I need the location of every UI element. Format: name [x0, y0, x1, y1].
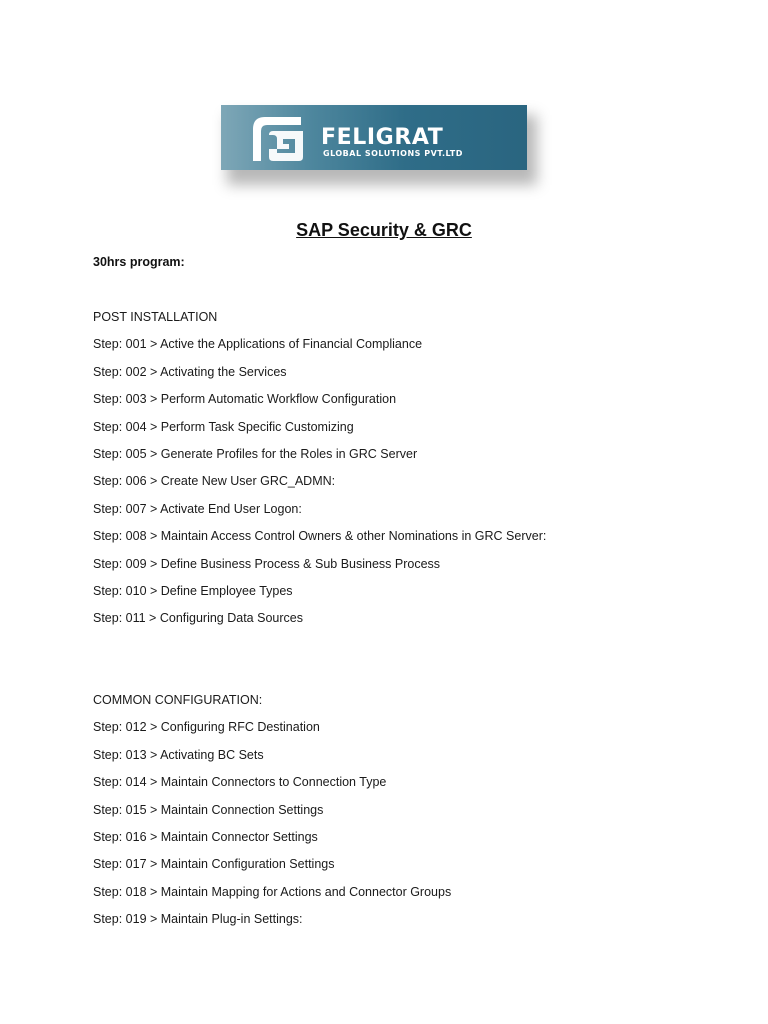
list-item: Step: 004 > Perform Task Specific Customizing [93, 419, 354, 434]
list-item: Step: 010 > Define Employee Types [93, 583, 293, 598]
list-item: Step: 006 > Create New User GRC_ADMN: [93, 474, 336, 489]
list-item: Step: 008 > Maintain Access Control Owners & other Nominations in GRC Server: [93, 529, 547, 544]
logo-company-name: FELIGRAT [321, 125, 444, 150]
list-item: Step: 012 > Configuring RFC Destination [93, 720, 320, 735]
logo-company-subtitle: GLOBAL SOLUTIONS PVT.LTD [323, 149, 463, 158]
list-item: Step: 014 > Maintain Connectors to Connection Type [93, 775, 387, 790]
document-title: SAP Security & GRC [296, 220, 472, 240]
list-item: Step: 005 > Generate Profiles for the Roles in GRC Server [93, 446, 418, 461]
list-item: Step: 019 > Maintain Plug-in Settings: [93, 912, 303, 927]
logo-banner [221, 105, 527, 170]
list-item: Step: 017 > Maintain Configuration Settings [93, 857, 335, 872]
list-item: Step: 016 > Maintain Connector Settings [93, 829, 318, 844]
section-heading: COMMON CONFIGURATION: [93, 693, 263, 707]
section-heading: POST INSTALLATION [93, 310, 218, 324]
company-logo [221, 105, 527, 170]
list-item: Step: 011 > Configuring Data Sources [93, 611, 303, 626]
g-letter-mark-icon [243, 111, 307, 163]
program-duration: 30hrs program: [93, 255, 185, 269]
list-item: Step: 002 > Activating the Services [93, 364, 287, 379]
list-item: Step: 001 > Active the Applications of Financial Compliance [93, 337, 423, 352]
list-item: Step: 015 > Maintain Connection Settings [93, 802, 324, 817]
section-post-installation [93, 308, 546, 637]
list-item: Step: 009 > Define Business Process & Sub Business Process [93, 556, 441, 571]
list-item: Step: 007 > Activate End User Logon: [93, 501, 302, 516]
list-item: Step: 013 > Activating BC Sets [93, 747, 264, 762]
section-common-configuration [93, 691, 451, 938]
list-item: Step: 003 > Perform Automatic Workflow Configuration [93, 392, 397, 407]
list-item: Step: 018 > Maintain Mapping for Actions and Connector Groups [93, 884, 452, 899]
